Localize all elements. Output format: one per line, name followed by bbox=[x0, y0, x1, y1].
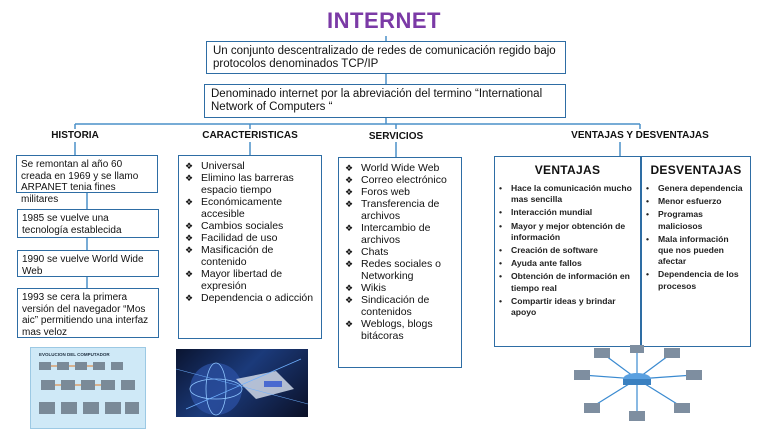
desventajas-item-text: Genera dependencia bbox=[658, 183, 743, 193]
caracteristicas-item bbox=[185, 268, 317, 292]
dot-bullet-icon: • bbox=[646, 233, 650, 244]
caracteristicas-item-text: Masificación de contenido bbox=[201, 244, 274, 268]
diamond-bullet-icon: ❖ bbox=[345, 199, 354, 209]
servicios-item-text: Redes sociales o Networking bbox=[361, 258, 441, 282]
ventajas-item-text: Compartir ideas y brindar apoyo bbox=[511, 295, 616, 318]
dot-bullet-icon: • bbox=[499, 245, 503, 256]
ventajas-item-text: Mayor y mejor obtención de información bbox=[511, 220, 626, 242]
desventajas-item-text: Dependencia de los procesos bbox=[658, 269, 739, 291]
ventajas-item bbox=[499, 221, 636, 243]
servicios-item bbox=[345, 318, 457, 342]
servicios-item bbox=[345, 222, 457, 246]
servicios-item-text: Foros web bbox=[361, 186, 411, 198]
historia-box-3 bbox=[17, 250, 159, 277]
name-origin-text: Denominado internet por la abreviación del termino “International Network of Computers “ bbox=[211, 88, 543, 113]
diamond-bullet-icon: ❖ bbox=[345, 259, 354, 269]
diamond-bullet-icon: ❖ bbox=[345, 163, 354, 173]
globe-network-icon bbox=[176, 349, 308, 417]
internet-digital-image bbox=[176, 349, 308, 417]
caracteristicas-item-text: Dependencia o adicción bbox=[201, 292, 314, 304]
caracteristicas-box bbox=[178, 155, 322, 339]
ventajas-item bbox=[499, 271, 636, 293]
network-diagram-image bbox=[562, 345, 712, 423]
caracteristicas-item bbox=[185, 172, 317, 196]
desventajas-heading: DESVENTAJAS bbox=[650, 163, 742, 177]
servicios-item bbox=[345, 198, 457, 222]
desventajas-item-text: Programas maliciosos bbox=[658, 209, 703, 231]
caracteristicas-item bbox=[185, 292, 317, 304]
dot-bullet-icon: • bbox=[646, 209, 650, 220]
dot-bullet-icon: • bbox=[499, 207, 503, 218]
servicios-item-text: Sindicación de contenidos bbox=[361, 294, 430, 318]
ventajas-item bbox=[499, 296, 636, 318]
caracteristicas-item bbox=[185, 232, 317, 244]
historia-box-4 bbox=[17, 288, 159, 338]
servicios-item-text: World Wide Web bbox=[361, 162, 440, 174]
dot-bullet-icon: • bbox=[499, 183, 503, 193]
diamond-bullet-icon: ❖ bbox=[185, 245, 194, 255]
definition-box bbox=[206, 41, 566, 74]
ventajas-heading: VENTAJAS bbox=[534, 163, 601, 177]
historia-text-3: 1990 se vuelve World Wide Web bbox=[22, 254, 144, 277]
diamond-bullet-icon: ❖ bbox=[345, 187, 354, 197]
desventajas-box bbox=[641, 156, 751, 347]
ventajas-item-text: Obtención de información en tiempo real bbox=[511, 271, 630, 293]
desventajas-item-text: Mala información que nos pueden afectar bbox=[658, 233, 729, 267]
desventajas-item bbox=[646, 234, 746, 268]
caracteristicas-item-text: Universal bbox=[201, 160, 245, 172]
evolution-illustration-icon bbox=[31, 348, 147, 430]
diamond-bullet-icon: ❖ bbox=[185, 269, 194, 279]
caracteristicas-list bbox=[179, 156, 321, 308]
servicios-item bbox=[345, 282, 457, 294]
diamond-bullet-icon: ❖ bbox=[185, 293, 194, 303]
dot-bullet-icon: • bbox=[499, 220, 503, 231]
heading-servicios: SERVICIOS bbox=[368, 131, 424, 142]
desventajas-item bbox=[646, 209, 746, 231]
servicios-item bbox=[345, 294, 457, 318]
historia-box-1 bbox=[16, 155, 158, 205]
servicios-item bbox=[345, 162, 457, 174]
historia-text-1: Se remontan al año 60 creada en 1969 y se llamo ARPANET tenia fines militares bbox=[21, 159, 139, 205]
diamond-bullet-icon: ❖ bbox=[185, 173, 194, 183]
servicios-item-text: Wikis bbox=[361, 282, 387, 294]
desventajas-item-text: Menor esfuerzo bbox=[658, 196, 722, 207]
servicios-item-text: Transferencia de archivos bbox=[361, 198, 440, 222]
caracteristicas-item bbox=[185, 220, 317, 232]
servicios-item bbox=[345, 246, 457, 258]
dot-bullet-icon: • bbox=[499, 271, 503, 282]
caracteristicas-item-text: Cambios sociales bbox=[201, 220, 284, 232]
definition-text: Un conjunto descentralizado de redes de comunicación regido bajo protocolos denominados TCP/IP bbox=[213, 45, 556, 70]
servicios-item-text: Weblogs, blogs bitácoras bbox=[361, 318, 433, 342]
ventajas-item bbox=[499, 207, 636, 218]
name-origin-box bbox=[204, 84, 566, 118]
desventajas-item bbox=[646, 183, 746, 194]
servicios-list bbox=[339, 158, 461, 346]
network-hub-icon bbox=[562, 345, 712, 423]
diamond-bullet-icon: ❖ bbox=[345, 283, 354, 293]
historia-text-4: 1993 se cera la primera versión del navegador “Mos aic” permitiendo una interfaz mas veloz bbox=[22, 292, 149, 338]
servicios-item bbox=[345, 174, 457, 186]
diamond-bullet-icon: ❖ bbox=[345, 319, 354, 329]
diamond-bullet-icon: ❖ bbox=[185, 161, 194, 171]
caracteristicas-item-text: Elimino las barreras espacio tiempo bbox=[201, 172, 294, 196]
heading-caracteristicas: CARACTERISTICAS bbox=[202, 130, 298, 141]
servicios-item bbox=[345, 186, 457, 198]
caracteristicas-item-text: Facilidad de uso bbox=[201, 232, 278, 244]
diamond-bullet-icon: ❖ bbox=[185, 233, 194, 243]
dot-bullet-icon: • bbox=[499, 258, 503, 269]
caracteristicas-item bbox=[185, 160, 317, 172]
heading-ventajas-desventajas: VENTAJAS Y DESVENTAJAS bbox=[571, 130, 709, 141]
diamond-bullet-icon: ❖ bbox=[345, 247, 354, 257]
servicios-item bbox=[345, 258, 457, 282]
diamond-bullet-icon: ❖ bbox=[185, 221, 194, 231]
diamond-bullet-icon: ❖ bbox=[345, 223, 354, 233]
desventajas-list bbox=[642, 183, 750, 292]
ventajas-item bbox=[499, 258, 636, 269]
diamond-bullet-icon: ❖ bbox=[345, 175, 354, 185]
servicios-item-text: Chats bbox=[361, 246, 389, 258]
ventajas-item bbox=[499, 245, 636, 256]
historia-text-2: 1985 se vuelve una tecnología establecida bbox=[22, 213, 122, 236]
diamond-bullet-icon: ❖ bbox=[185, 197, 194, 207]
dot-bullet-icon: • bbox=[646, 183, 650, 193]
caracteristicas-item-text: Económicamente accesible bbox=[201, 196, 283, 220]
desventajas-item bbox=[646, 269, 746, 291]
ventajas-item-text: Ayuda ante fallos bbox=[511, 258, 582, 269]
desventajas-item bbox=[646, 196, 746, 207]
caracteristicas-item-text: Mayor libertad de expresión bbox=[201, 268, 283, 292]
ventajas-item-text: Hace la comunicación mucho mas sencilla bbox=[511, 183, 632, 205]
evolution-caption: EVOLUCION DEL COMPUTADOR bbox=[39, 352, 110, 357]
dot-bullet-icon: • bbox=[646, 269, 650, 280]
ventajas-item bbox=[499, 183, 636, 205]
ventajas-list bbox=[495, 183, 640, 318]
heading-historia: HISTORIA bbox=[51, 130, 99, 141]
caracteristicas-item bbox=[185, 196, 317, 220]
page-title: INTERNET bbox=[327, 8, 441, 33]
computer-evolution-image bbox=[30, 347, 146, 429]
ventajas-item-text: Creación de software bbox=[511, 245, 598, 256]
caracteristicas-item bbox=[185, 244, 317, 268]
ventajas-item-text: Interacción mundial bbox=[511, 207, 593, 218]
historia-box-2 bbox=[17, 209, 159, 238]
ventajas-box bbox=[494, 156, 641, 347]
servicios-item-text: Correo electrónico bbox=[361, 174, 447, 186]
servicios-item-text: Intercambio de archivos bbox=[361, 222, 431, 246]
dot-bullet-icon: • bbox=[499, 295, 503, 306]
diamond-bullet-icon: ❖ bbox=[345, 295, 354, 305]
servicios-box bbox=[338, 157, 462, 368]
dot-bullet-icon: • bbox=[646, 196, 650, 207]
